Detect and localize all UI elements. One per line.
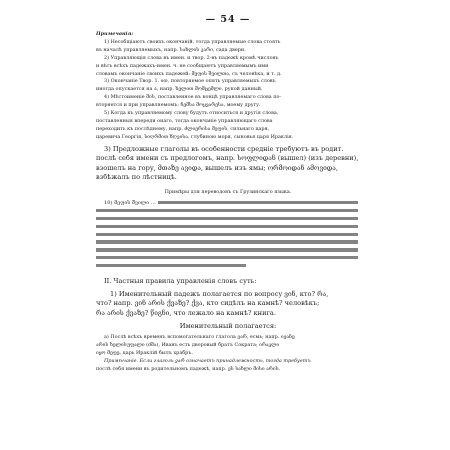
examples-block xyxy=(96,189,360,271)
section-2-line: что? напр. ვინ არის ქვაზე? ქვა, кто сидѣлъ на камнѣ? человѣкъ; xyxy=(96,299,320,308)
notes-line: вторяется и при управляемомъ: ჩემსა მოყვარესა, моему другу. xyxy=(96,102,261,109)
nominative-line: იყო მეფე, царь Ираклій былъ храбръ. xyxy=(96,349,193,356)
nominative-line: არის ხელისუფალი (ძმა), Иванъ есть дворовый братъ Сократа; ირაკლი xyxy=(96,342,280,348)
notes-line: 1) Несобщіаютъ своихъ окончаній, тогда управляемые слова стоять xyxy=(104,38,281,45)
nominative-heading: Именительный полагается: xyxy=(179,321,277,330)
remark-line: послѣ себя имени въ родительномъ падежѣ, напр. ეს სახლი მისი არის. xyxy=(96,365,281,372)
notes-line: иногда опускается на ა, напр. ხელით მომცემლი, рукой данный. xyxy=(96,86,263,93)
section-2-line: 1) Именительный падежъ полагается по вопросу ვინ, кто? რა, xyxy=(110,289,329,298)
examples-line xyxy=(96,224,360,232)
notes-line: словамъ окончаніе своихъ падежей: მეფის შვილთა, съ человѣка, и т. д. xyxy=(96,70,282,77)
georgian-text-line xyxy=(96,264,246,267)
examples-line xyxy=(96,232,360,240)
notes-line: 3) Окончаніе Твор. 1. ით, повторяемое опять управляемыхъ словъ xyxy=(104,78,276,85)
paragraph-line: послѣ себя имени съ предлогомъ, напр. სოფლიდან (вышел) (изъ деревни), xyxy=(96,154,359,163)
notes-line: 2) Управляющія слова въ имен. и твор. 2-въ падежѣ кромѣ числовъ xyxy=(104,54,279,61)
examples-line xyxy=(96,240,360,248)
notes-line: поставленныя впереди онаго, тогда окончаніе управляющаго слова xyxy=(96,117,273,124)
notes-line: въ началѣ управляемыхъ, напр. სახლის კარი, сада двери. xyxy=(96,46,246,53)
georgian-text-line xyxy=(96,248,358,251)
examples-line xyxy=(96,208,360,216)
georgian-text-line xyxy=(96,225,358,228)
notes-line: 5) Когда къ управляемому слову будутъ относиться и другія слова, xyxy=(104,110,279,117)
document-page xyxy=(96,14,360,374)
section-2-heading: II. Частныя правила управленія словъ суть: xyxy=(104,277,257,286)
notes-line: 4) Мѣстоименіе მის, поставленное въ концѣ управляемаго слова по- xyxy=(104,94,282,101)
georgian-text-line xyxy=(96,233,358,236)
notes-line: царевича Георгія, სიღრმით ზღვისა, глубиною моря, сыновья царя Ираклія. xyxy=(96,133,294,140)
examples-line xyxy=(96,200,360,208)
georgian-text-line xyxy=(96,256,358,259)
examples-heading: Примѣры для переводовъ съ Грузинскаго языка. xyxy=(164,189,292,196)
examples-line xyxy=(96,263,360,271)
georgian-text-line xyxy=(96,217,358,220)
nominative-block xyxy=(96,334,360,374)
nominative-line: а) Послѣ всѣхъ временъ вспомогательнаго глагола ვარ, есмь; напр. ივანე xyxy=(104,334,295,341)
examples-line xyxy=(96,255,360,263)
examples-line xyxy=(96,216,360,224)
georgian-text-line xyxy=(158,201,358,204)
georgian-text-line xyxy=(96,240,358,243)
georgian-text-line xyxy=(96,209,358,212)
notes-line: и вѣсъ всѣхъ падежахъ-имен. ч. не сообщаютъ управляемымъ ими xyxy=(96,62,269,69)
notes-block xyxy=(96,31,360,142)
paragraph-line: взбѣжалъ по лѣстницѣ. xyxy=(96,173,177,182)
notes-line: переходить къ послѣднему, напр. ძლიერისა მეფის, сильнаго царя, xyxy=(96,125,270,132)
examples-line xyxy=(96,247,360,255)
paragraph-line: 3) Предложные глаголы въ особенности средніе требуютъ въ родит. xyxy=(104,144,344,153)
page-number: — 54 — xyxy=(205,14,251,25)
section-2 xyxy=(96,277,360,331)
paragraph-3 xyxy=(96,145,360,183)
examples-lead: 10) მეფის შვილი ... xyxy=(104,199,156,206)
remark-line: Примѣчаніе. Если глаголь ვარ означаетъ принадлежность, тогда требуетъ xyxy=(104,357,311,364)
section-2-line: რა არის ქვაზე? წიგნი, что лежало на камнѣ? книга. xyxy=(96,308,276,317)
paragraph-line: взошелъ на гору, მთაზე ავიდა, вышелъ изъ ямы; ორმოიდან ამოვიდა, xyxy=(96,163,338,172)
notes-heading: Примечанія: xyxy=(96,31,134,37)
